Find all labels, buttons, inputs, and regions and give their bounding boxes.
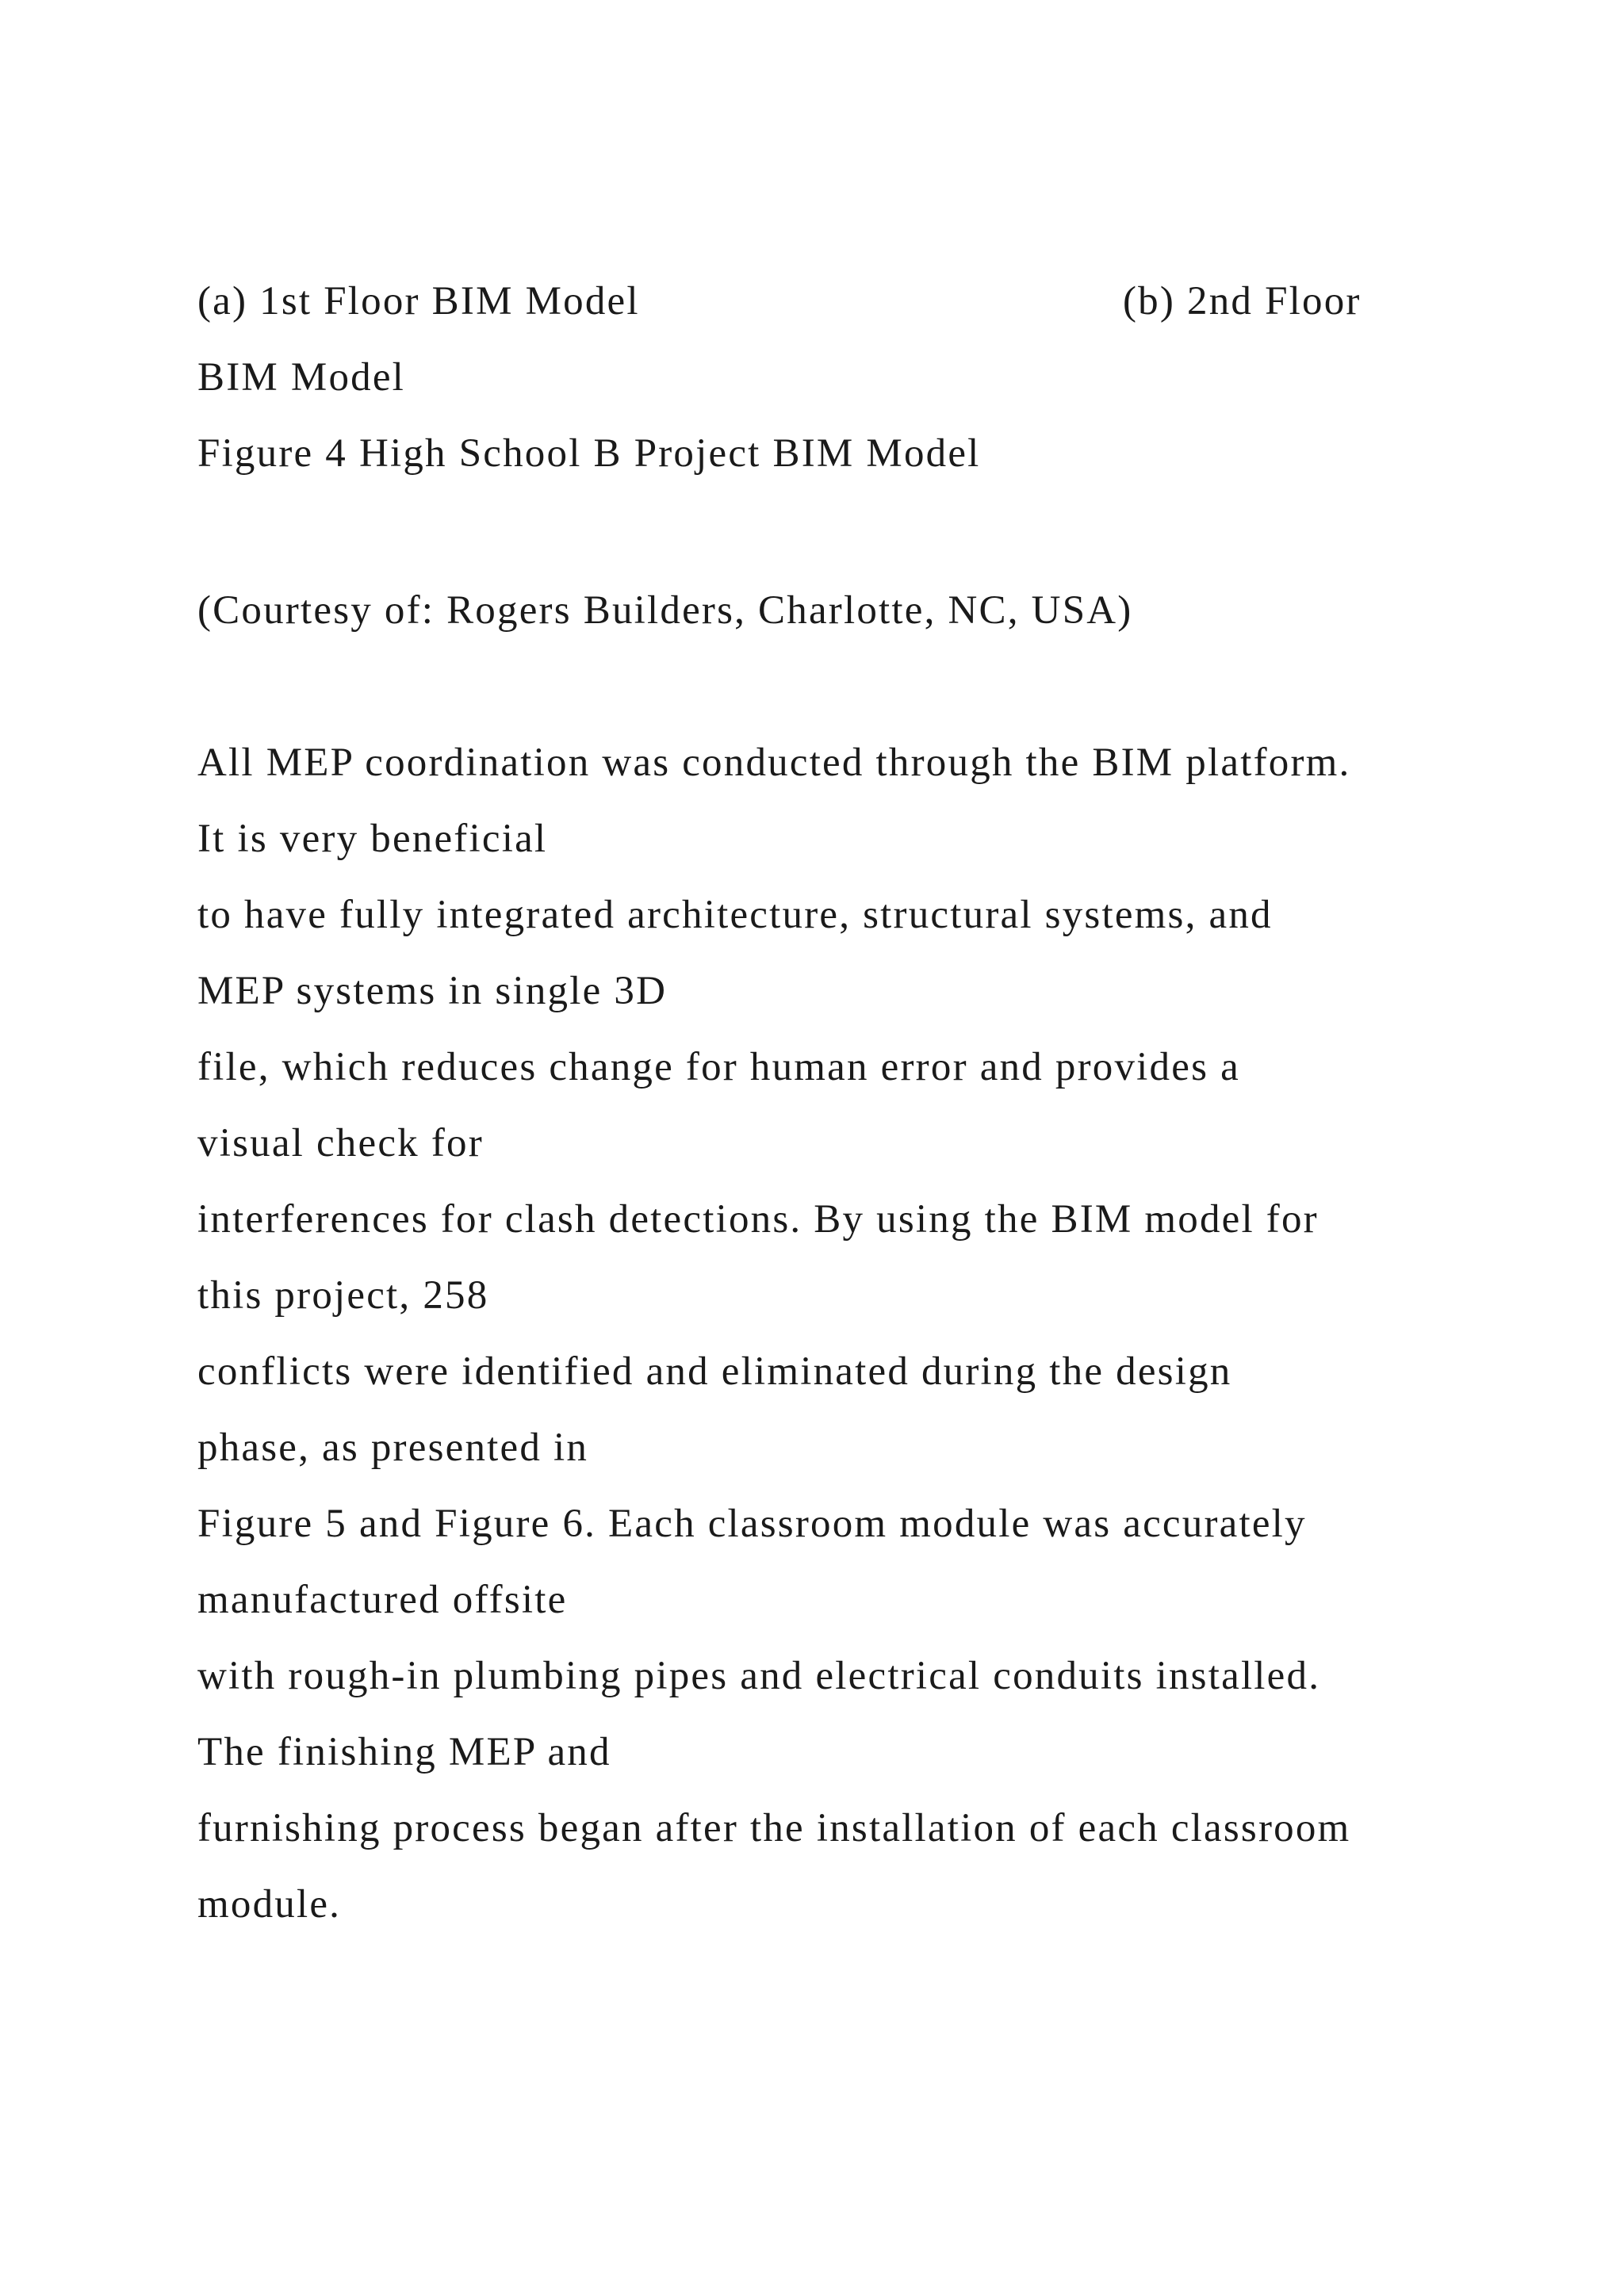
body-line: The finishing MEP and (197, 1730, 611, 1774)
body-line: visual check for (197, 1121, 484, 1165)
body-line: It is very beneficial (197, 817, 548, 861)
body-line: interferences for clash detections. By using the BIM model for (197, 1197, 1319, 1242)
body-line: MEP systems in single 3D (197, 969, 668, 1013)
body-line: module. (197, 1882, 342, 1927)
body-line: this project, 258 (197, 1273, 489, 1318)
body-line: phase, as presented in (197, 1425, 589, 1470)
body-line: with rough-in plumbing pipes and electrical conduits installed. (197, 1654, 1321, 1698)
figure-caption-b-continued: BIM Model (197, 355, 406, 400)
figure-title: Figure 4 High School B Project BIM Model (197, 431, 981, 476)
figure-caption-b: (b) 2nd Floor (1123, 279, 1362, 323)
body-line: file, which reduces change for human error and provides a (197, 1045, 1240, 1089)
figure-courtesy: (Courtesy of: Rogers Builders, Charlotte, NC, USA) (197, 588, 1133, 633)
body-line: manufactured offsite (197, 1578, 568, 1622)
body-line: conflicts were identified and eliminated during the design (197, 1349, 1232, 1394)
body-line: Figure 5 and Figure 6. Each classroom module was accurately (197, 1502, 1307, 1546)
body-line: All MEP coordination was conducted through the BIM platform. (197, 740, 1351, 785)
body-line: to have fully integrated architecture, structural systems, and (197, 893, 1273, 937)
figure-caption-a: (a) 1st Floor BIM Model (197, 279, 640, 323)
body-line: furnishing process began after the installation of each classroom (197, 1806, 1351, 1850)
